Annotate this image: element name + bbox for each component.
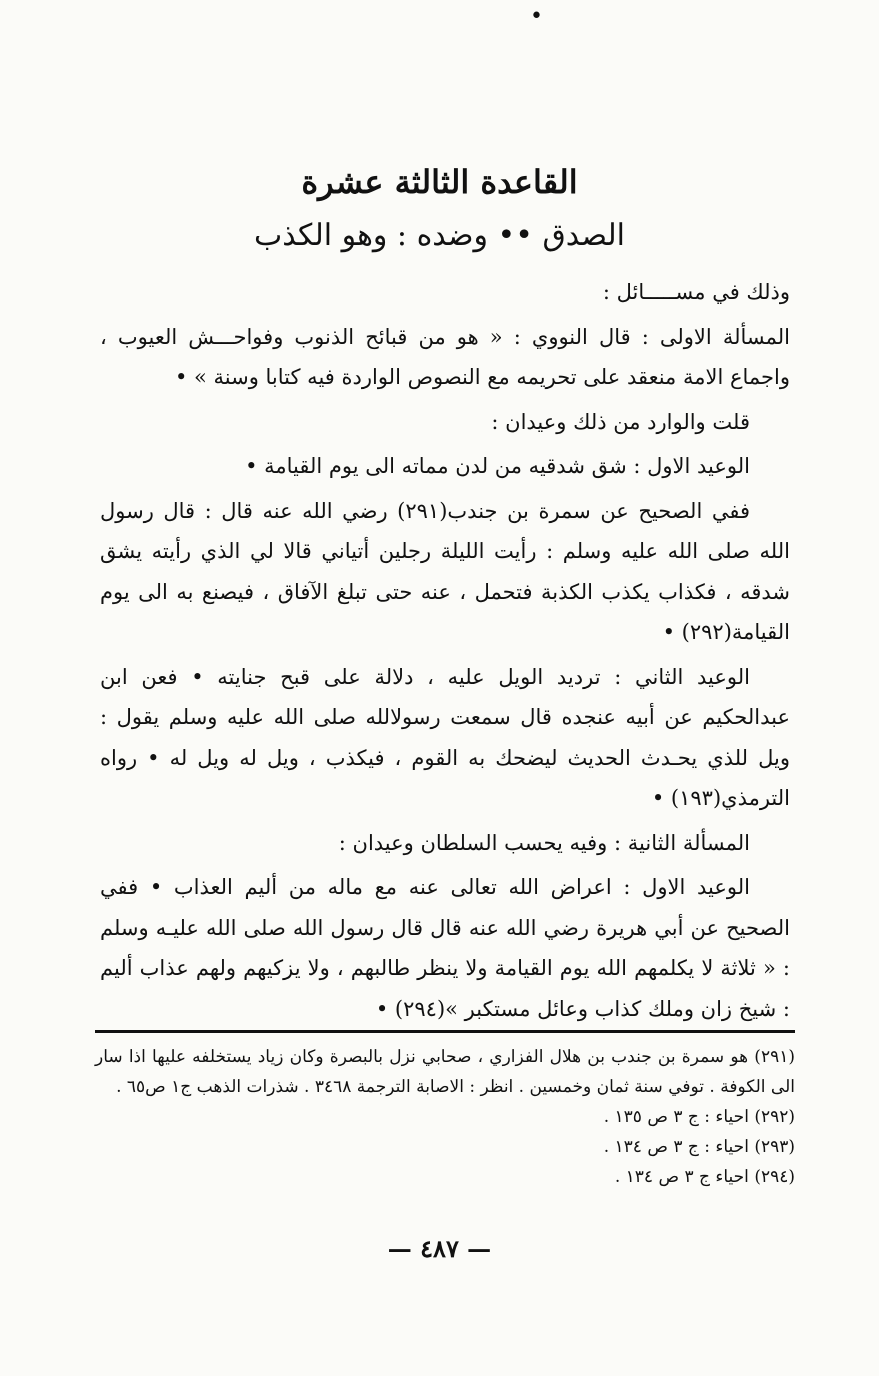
footnote-divider	[95, 1030, 795, 1033]
footnote-item: (٢٩٢) احياء : ج ٣ ص ١٣٥ .	[603, 1107, 795, 1127]
footnote-item: (٢٩٣) احياء : ج ٣ ص ١٣٤ .	[603, 1137, 795, 1157]
paragraph-two-threats: قلت والوارد من ذلك وعيدان :	[491, 409, 750, 434]
footnote-item: (٢٩٤) احياء ج ٣ ص ١٣٤ .	[614, 1167, 795, 1187]
page-number: — ٤٨٧ —	[387, 1234, 492, 1263]
main-text	[100, 272, 790, 1033]
footnote-item: (٢٩١) هو سمرة بن جندب بن هلال الفزاري ، صحابي نزل بالبصرة وكان زياد يستخلفه عليها اذا سار الى الكوفة . توفي سنة ثمان وخمسين . انظر : الاصابة الترجمة ٣٤٦٨ . شذرات الذهب ج١ ص٦٥ .	[95, 1047, 795, 1097]
footnotes	[95, 1042, 795, 1192]
paragraph-issue-two: المسألة الثانية : وفيه يحسب السلطان وعيدان :	[338, 830, 750, 855]
chapter-title: القاعدة الثالثة عشرة	[301, 163, 578, 201]
chapter-subtitle: الصدق •• وضده : وهو الكذب	[254, 218, 625, 253]
paragraph-first-threat: الوعيد الاول : شق شدقيه من لدن مماته الى يوم القيامة •	[245, 454, 750, 478]
paragraph-second-threat: الوعيد الثاني : ترديد الويل عليه ، دلالة على قبح جنايته • فعن ابن عبدالحكيم عن أبيه عنجده قال سمعت رسولالله صلى الله عليه وسلم يقول : ويل للذي يحـدث الحديث ليضحك به القوم ، فيكذب ، ويل له ويل له • رواه الترمذي(١٩٣) •	[100, 664, 790, 810]
paragraph-hadith-samura: ففي الصحيح عن سمرة بن جندب(٢٩١) رضي الله عنه قال : قال رسول الله صلى الله عليه وسلم : رأيت الليلة رجلين أتياني قالا لي الذي رأيته يشق شدقه ، فكذاب يكذب الكذبة فتحمل ، عنه حتى تبلغ الآفاق ، فيصنع به الى يوم القيامة(٢٩٢) •	[100, 498, 790, 644]
paragraph-intro: وذلك في مســـــائل :	[602, 280, 790, 304]
paragraph-first-threat-issue-two: الوعيد الاول : اعراض الله تعالى عنه مع ماله من أليم العذاب • ففي الصحيح عن أبي هريرة رضي الله عنه قال قال رسول الله صلى الله عليـه وسلم : « ثلاثة لا يكلمهم الله يوم القيامة ولا ينظر طالبهم ، ولا يزكيهم ولهم عذاب أليم : شيخ زان وملك كذاب وعائل مستكبر »(٢٩٤) •	[100, 875, 790, 1021]
header-mark: •	[530, 4, 543, 29]
paragraph-issue-one: المسألة الاولى : قال النووي : « هو من قبائح الذنوب وفواحـــش العيوب ، واجماع الامة منعقد على تحريمه مع النصوص الواردة فيه كتابا وسنة » •	[100, 324, 790, 389]
